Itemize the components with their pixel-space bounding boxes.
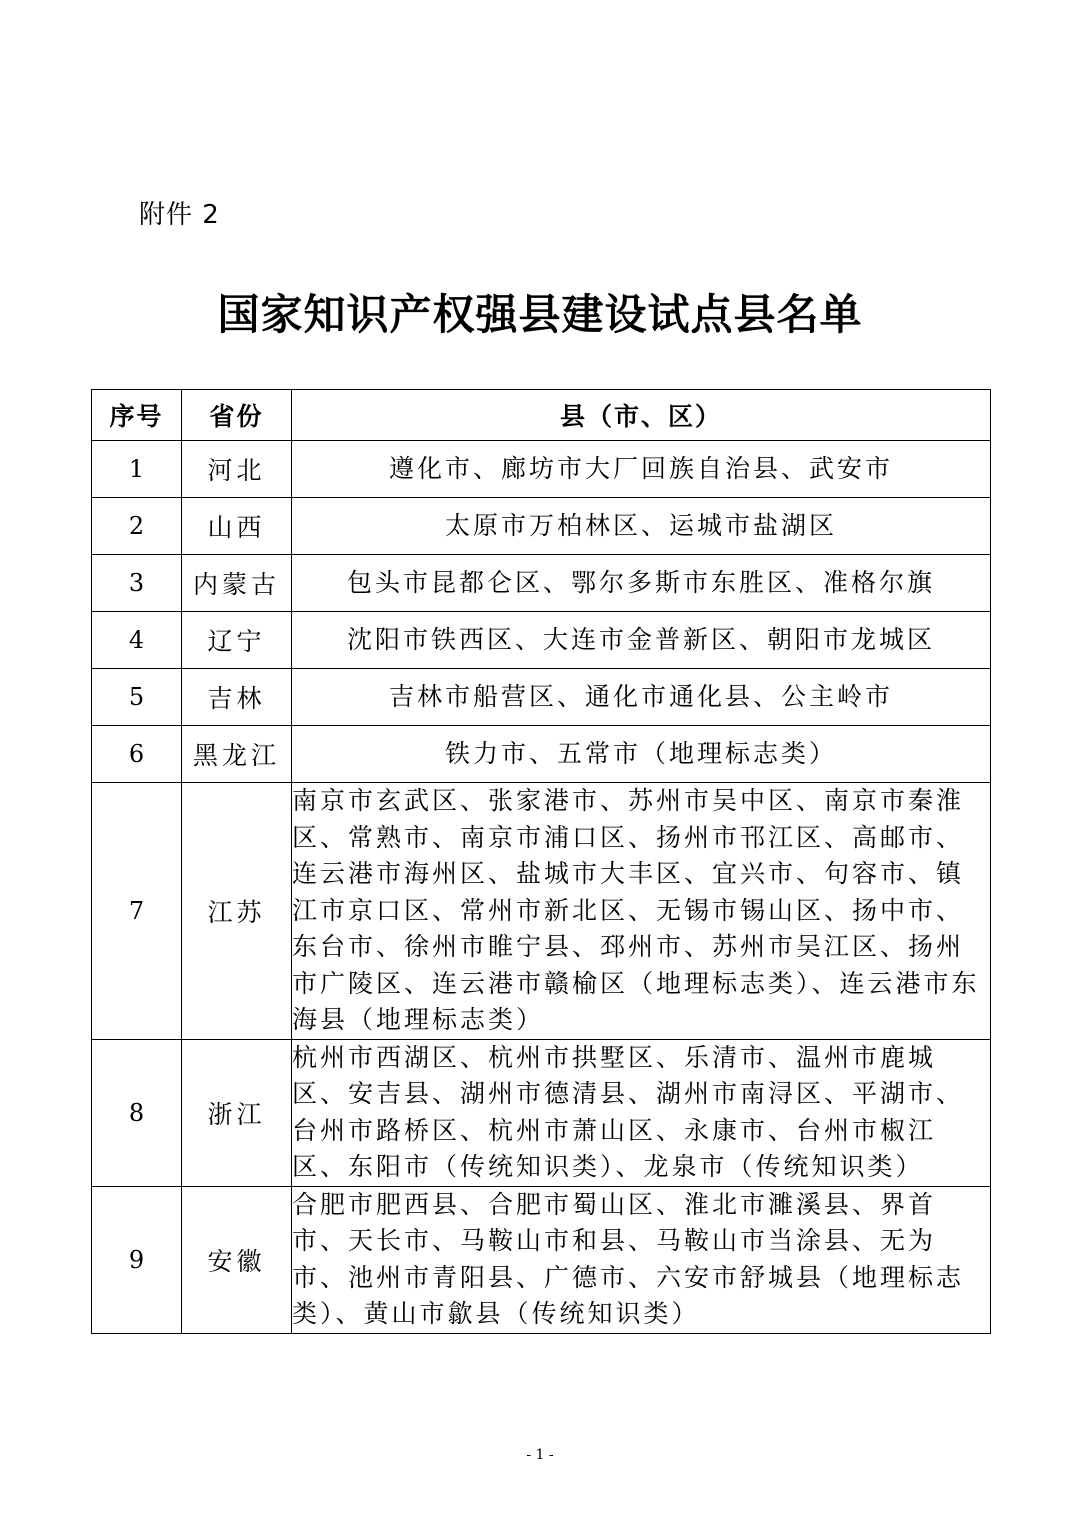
row-province: 江苏 — [182, 783, 292, 1040]
row-seq: 5 — [92, 669, 182, 726]
table-row — [92, 783, 991, 1040]
table-row — [92, 555, 991, 612]
page-number: - 1 - — [526, 1447, 554, 1463]
row-province: 河北 — [182, 441, 292, 498]
row-province: 辽宁 — [182, 612, 292, 669]
row-province: 山西 — [182, 498, 292, 555]
header-counties: 县（市、区） — [292, 390, 991, 441]
row-province: 黑龙江 — [182, 726, 292, 783]
row-seq: 8 — [92, 1039, 182, 1186]
table-header-row — [92, 390, 991, 441]
row-seq: 3 — [92, 555, 182, 612]
row-counties: 沈阳市铁西区、大连市金普新区、朝阳市龙城区 — [292, 612, 991, 669]
row-seq: 4 — [92, 612, 182, 669]
table-row — [92, 441, 991, 498]
row-province: 安徽 — [182, 1186, 292, 1333]
row-seq: 1 — [92, 441, 182, 498]
table-row — [92, 612, 991, 669]
table-row — [92, 498, 991, 555]
table-row — [92, 726, 991, 783]
row-counties: 包头市昆都仑区、鄂尔多斯市东胜区、准格尔旗 — [292, 555, 991, 612]
row-counties: 合肥市肥西县、合肥市蜀山区、淮北市濉溪县、界首市、天长市、马鞍山市和县、马鞍山市当涂县、无为市、池州市青阳县、广德市、六安市舒城县（地理标志类）、黄山市歙县（传统知识类） — [292, 1186, 991, 1333]
header-seq: 序号 — [92, 390, 182, 441]
table-row — [92, 1186, 991, 1333]
county-list-table — [91, 389, 991, 1334]
attachment-label: 附件 2 — [139, 200, 220, 230]
table-row — [92, 1039, 991, 1186]
row-seq: 6 — [92, 726, 182, 783]
document-title: 国家知识产权强县建设试点县名单 — [217, 290, 863, 339]
row-counties: 吉林市船营区、通化市通化县、公主岭市 — [292, 669, 991, 726]
row-counties: 遵化市、廊坊市大厂回族自治县、武安市 — [292, 441, 991, 498]
row-seq: 9 — [92, 1186, 182, 1333]
row-counties: 太原市万柏林区、运城市盐湖区 — [292, 498, 991, 555]
header-province: 省份 — [182, 390, 292, 441]
row-seq: 7 — [92, 783, 182, 1040]
row-seq: 2 — [92, 498, 182, 555]
row-counties: 杭州市西湖区、杭州市拱墅区、乐清市、温州市鹿城区、安吉县、湖州市德清县、湖州市南浔区、平湖市、台州市路桥区、杭州市萧山区、永康市、台州市椒江区、东阳市（传统知识类）、龙泉市（传统知识类） — [292, 1039, 991, 1186]
row-counties: 南京市玄武区、张家港市、苏州市吴中区、南京市秦淮区、常熟市、南京市浦口区、扬州市邗江区、高邮市、连云港市海州区、盐城市大丰区、宜兴市、句容市、镇江市京口区、常州市新北区、无锡市锡山区、扬中市、东台市、徐州市睢宁县、邳州市、苏州市吴江区、扬州市广陵区、连云港市赣榆区（地理标志类）、连云港市东海县（地理标志类） — [292, 783, 991, 1040]
row-province: 浙江 — [182, 1039, 292, 1186]
row-counties: 铁力市、五常市（地理标志类） — [292, 726, 991, 783]
table-row — [92, 669, 991, 726]
row-province: 吉林 — [182, 669, 292, 726]
row-province: 内蒙古 — [182, 555, 292, 612]
